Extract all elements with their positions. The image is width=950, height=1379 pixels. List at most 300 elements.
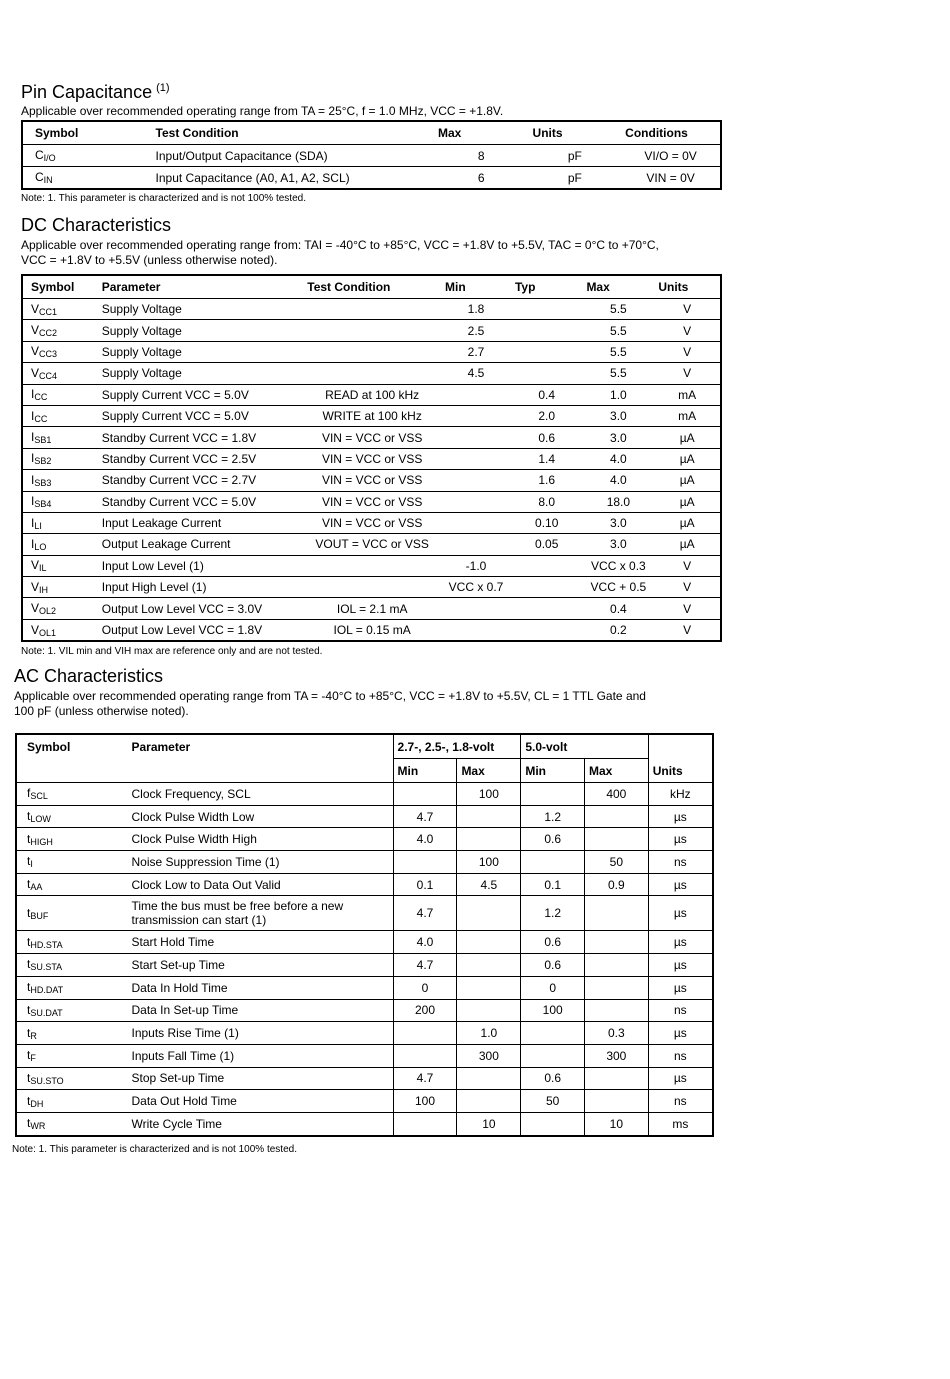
min-low-voltage-cell: 4.7 (393, 954, 457, 977)
header-units: Units (529, 121, 622, 145)
min-cell: 2.5 (441, 320, 511, 341)
max-5v-cell (585, 1067, 649, 1090)
max-low-voltage-cell: 100 (457, 783, 521, 806)
symbol-cell (22, 363, 98, 384)
typ-cell (511, 320, 582, 341)
symbol-subscript: HD.DAT (30, 985, 64, 996)
units-cell: V (654, 598, 721, 619)
units-cell: µs (648, 1067, 713, 1090)
symbol-cell (22, 555, 98, 576)
min-low-voltage-cell: 0 (393, 976, 457, 999)
min-cell (441, 534, 511, 555)
max-low-voltage-cell: 1.0 (457, 1022, 521, 1045)
min-low-voltage-cell: 100 (393, 1090, 457, 1113)
symbol-cell (22, 512, 98, 533)
min-5v-cell: 0.6 (521, 1067, 585, 1090)
symbol-letter: I (31, 472, 35, 487)
max-5v-cell (585, 805, 649, 828)
units-cell: mA (654, 384, 721, 405)
max-5v-cell (585, 931, 649, 954)
typ-cell: 0.4 (511, 384, 582, 405)
table-row (22, 577, 721, 598)
min-5v-cell: 100 (521, 999, 585, 1022)
max-cell: 5.5 (582, 341, 654, 362)
symbol-letter: I (31, 387, 35, 402)
max-low-voltage-cell: 4.5 (457, 873, 521, 896)
min-low-voltage-cell: 4.7 (393, 805, 457, 828)
table-row (16, 1090, 713, 1113)
parameter-line: Clock Low to Data Out Valid (131, 877, 281, 892)
max-cell: 0.2 (582, 619, 654, 641)
max-cell: 3.0 (582, 534, 654, 555)
max-cell: 18.0 (582, 491, 654, 512)
units-cell: µs (648, 976, 713, 999)
min-5v-cell (521, 851, 585, 874)
table-row (16, 931, 713, 954)
symbol-cell (22, 534, 98, 555)
min-5v-cell (521, 1022, 585, 1045)
max-cell: 1.0 (582, 384, 654, 405)
parameter-cell (127, 805, 393, 828)
symbol-letter: V (31, 558, 40, 573)
symbol-subscript: CC (34, 392, 48, 403)
parameter-cell (127, 1112, 393, 1135)
min-low-voltage-cell: 200 (393, 999, 457, 1022)
symbol-cell (16, 805, 127, 828)
min-5v-cell (521, 783, 585, 806)
typ-cell: 8.0 (511, 491, 582, 512)
parameter-line: Data In Hold Time (131, 980, 228, 995)
symbol-subscript: IL (39, 563, 47, 574)
symbol-letter: t (27, 1070, 31, 1085)
table-row (16, 1022, 713, 1045)
parameter-cell (127, 873, 393, 896)
table-row (22, 491, 721, 512)
symbol-letter: V (31, 344, 40, 359)
symbol-subscript: AA (30, 882, 43, 893)
max-5v-cell (585, 828, 649, 851)
min-low-voltage-cell (393, 1044, 457, 1067)
min-cell (441, 619, 511, 641)
units-cell: V (654, 363, 721, 384)
symbol-letter: I (31, 515, 35, 530)
table-row (22, 427, 721, 448)
symbol-letter: f (27, 786, 31, 801)
max-cell: 4.0 (582, 470, 654, 491)
symbol-subscript: HIGH (30, 836, 53, 847)
max-5v-cell: 10 (585, 1112, 649, 1135)
test-condition-cell (303, 577, 441, 598)
symbol-subscript: WR (30, 1121, 46, 1132)
parameter-line: Clock Pulse Width High (131, 832, 257, 847)
table-row (22, 167, 721, 190)
table-row (16, 1112, 713, 1135)
symbol-cell (22, 427, 98, 448)
parameter-line: Time the bus must be free before a new (131, 899, 344, 914)
symbol-letter: I (31, 494, 35, 509)
symbol-letter: V (31, 601, 40, 616)
test-condition-cell: VIN = VCC or VSS (303, 448, 441, 469)
table-header-row (22, 121, 721, 145)
test-condition-cell: VIN = VCC or VSS (303, 491, 441, 512)
max-cell: 5.5 (582, 299, 654, 320)
table-row (16, 1067, 713, 1090)
symbol-cell (16, 1090, 127, 1113)
symbol-cell (22, 145, 152, 167)
symbol-subscript: OL2 (39, 606, 57, 617)
units-cell: µs (648, 828, 713, 851)
parameter-cell (127, 783, 393, 806)
min-cell (441, 427, 511, 448)
table-row (16, 976, 713, 999)
min-5v-cell: 0.6 (521, 931, 585, 954)
parameter-cell: Standby Current VCC = 2.7V (98, 470, 304, 491)
typ-cell (511, 619, 582, 641)
symbol-letter: t (27, 831, 31, 846)
parameter-line: Noise Suppression Time (1) (131, 854, 280, 869)
max-5v-cell: 0.9 (585, 873, 649, 896)
pin-capacitance-description: Applicable over recommended operating range from TA = 25°C, f = 1.0 MHz, VCC = +1.8V. (21, 104, 504, 118)
symbol-letter: t (27, 877, 31, 892)
symbol-cell (16, 783, 127, 806)
units-cell: µs (648, 873, 713, 896)
symbol-letter: V (31, 622, 40, 637)
header-max: Max (434, 121, 529, 145)
symbol-cell (22, 619, 98, 641)
max-low-voltage-cell: 300 (457, 1044, 521, 1067)
test-condition-cell (303, 555, 441, 576)
min-low-voltage-cell: 4.7 (393, 896, 457, 931)
min-5v-cell: 0.6 (521, 828, 585, 851)
table-row (22, 363, 721, 384)
symbol-subscript: SU.STO (30, 1075, 64, 1086)
typ-cell (511, 598, 582, 619)
parameter-line: Data In Set-up Time (131, 1003, 239, 1018)
symbol-letter: C (35, 170, 44, 184)
table-row (22, 384, 721, 405)
parameter-cell: Supply Voltage (98, 363, 304, 384)
parameter-cell: Standby Current VCC = 2.5V (98, 448, 304, 469)
test-condition-cell: VIN = VCC or VSS (303, 470, 441, 491)
table-row (16, 873, 713, 896)
parameter-cell: Supply Current VCC = 5.0V (98, 384, 304, 405)
symbol-cell (16, 828, 127, 851)
max-low-voltage-cell: 100 (457, 851, 521, 874)
table-row (22, 555, 721, 576)
symbol-subscript: SB4 (34, 499, 52, 510)
table-subheader-row (16, 759, 713, 783)
symbol-cell (22, 384, 98, 405)
header-max: Max (457, 759, 521, 783)
symbol-cell (16, 851, 127, 874)
parameter-line: Stop Set-up Time (131, 1071, 225, 1086)
parameter-cell (127, 999, 393, 1022)
typ-cell (511, 341, 582, 362)
table-row (16, 851, 713, 874)
min-cell: VCC x 0.7 (441, 577, 511, 598)
header-group-5v: 5.0-volt (521, 734, 648, 759)
min-cell: -1.0 (441, 555, 511, 576)
symbol-letter: t (27, 980, 31, 995)
symbol-subscript: I (30, 859, 33, 870)
max-cell: 5.5 (582, 320, 654, 341)
min-cell (441, 384, 511, 405)
header-min: Min (393, 759, 457, 783)
units-cell: V (654, 299, 721, 320)
parameter-cell (127, 1067, 393, 1090)
max-cell: VCC x 0.3 (582, 555, 654, 576)
units-cell: V (654, 619, 721, 641)
test-condition-cell (303, 341, 441, 362)
table-row (22, 320, 721, 341)
symbol-cell (16, 954, 127, 977)
units-cell: µs (648, 954, 713, 977)
typ-cell: 1.4 (511, 448, 582, 469)
max-low-voltage-cell (457, 896, 521, 931)
header-symbol: Symbol (22, 121, 152, 145)
symbol-cell (16, 999, 127, 1022)
max-cell: 3.0 (582, 405, 654, 426)
symbol-subscript: SB2 (34, 456, 52, 467)
symbol-cell (16, 1067, 127, 1090)
typ-cell (511, 577, 582, 598)
header-test-condition: Test Condition (303, 275, 441, 299)
symbol-subscript: LI (34, 520, 42, 531)
dc-note: Note: 1. VIL min and VIH max are reference only and are not tested. (21, 646, 323, 657)
max-cell: 3.0 (582, 427, 654, 448)
max-low-voltage-cell (457, 999, 521, 1022)
typ-cell: 0.6 (511, 427, 582, 448)
symbol-cell (22, 341, 98, 362)
test-condition-cell: IOL = 2.1 mA (303, 598, 441, 619)
symbol-letter: t (27, 1025, 31, 1040)
parameter-cell: Supply Voltage (98, 299, 304, 320)
min-cell (441, 448, 511, 469)
units-cell: pF (529, 145, 622, 167)
symbol-cell (22, 448, 98, 469)
units-cell: µA (654, 534, 721, 555)
test-condition-cell: Input Capacitance (A0, A1, A2, SCL) (152, 167, 434, 190)
symbol-cell (22, 167, 152, 190)
table-row (16, 805, 713, 828)
symbol-cell (22, 320, 98, 341)
table-row (22, 512, 721, 533)
symbol-subscript: SB1 (34, 435, 52, 446)
dc-description-line1: Applicable over recommended operating range from: TAI = -40°C to +85°C, VCC = +1.8V to +5.5V, TAC = 0°C to +70°C, (21, 238, 659, 252)
units-cell: µA (654, 470, 721, 491)
max-cell: 5.5 (582, 363, 654, 384)
header-max: Max (585, 759, 649, 783)
typ-cell (511, 363, 582, 384)
symbol-cell (22, 405, 98, 426)
symbol-subscript: IH (39, 584, 49, 595)
units-cell: ns (648, 1044, 713, 1067)
symbol-subscript: IN (43, 175, 53, 185)
table-row (22, 448, 721, 469)
symbol-subscript: OL1 (39, 627, 57, 638)
symbol-subscript: SCL (30, 791, 48, 802)
symbol-letter: t (27, 1002, 31, 1017)
min-low-voltage-cell (393, 783, 457, 806)
table-row (22, 145, 721, 167)
units-cell: ms (648, 1112, 713, 1135)
symbol-subscript: HD.STA (30, 939, 63, 950)
units-cell: ns (648, 1090, 713, 1113)
units-cell: ns (648, 851, 713, 874)
conditions-cell: VI/O = 0V (621, 145, 721, 167)
parameter-cell (127, 976, 393, 999)
min-low-voltage-cell: 4.0 (393, 931, 457, 954)
min-5v-cell: 0.1 (521, 873, 585, 896)
dc-description-line2: VCC = +1.8V to +5.5V (unless otherwise noted). (21, 253, 278, 267)
units-cell: µs (648, 931, 713, 954)
max-low-voltage-cell (457, 954, 521, 977)
symbol-subscript: SB3 (34, 477, 52, 488)
table-row (22, 341, 721, 362)
dc-title: DC Characteristics (21, 215, 172, 235)
symbol-subscript: LO (34, 541, 47, 552)
table-row (22, 534, 721, 555)
min-5v-cell (521, 1112, 585, 1135)
symbol-letter: C (35, 148, 44, 162)
max-5v-cell (585, 954, 649, 977)
header-group-low-voltage: 2.7-, 2.5-, 1.8-volt (393, 734, 521, 759)
parameter-cell: Standby Current VCC = 5.0V (98, 491, 304, 512)
symbol-cell (22, 577, 98, 598)
test-condition-cell (303, 299, 441, 320)
table-row (22, 470, 721, 491)
units-cell: mA (654, 405, 721, 426)
header-symbol: Symbol (22, 275, 98, 299)
symbol-cell (16, 896, 127, 931)
pin-capacitance-table (21, 120, 722, 190)
symbol-cell (16, 1022, 127, 1045)
units-cell: µA (654, 491, 721, 512)
header-blank (127, 759, 393, 783)
max-cell: 6 (434, 167, 529, 190)
min-5v-cell (521, 1044, 585, 1067)
table-row (16, 999, 713, 1022)
parameter-cell (127, 1044, 393, 1067)
symbol-letter: V (31, 365, 40, 380)
header-parameter: Parameter (131, 739, 191, 754)
parameter-cell (127, 1090, 393, 1113)
symbol-letter: t (27, 809, 31, 824)
test-condition-cell: VOUT = VCC or VSS (303, 534, 441, 555)
symbol-letter: t (27, 957, 31, 972)
symbol-subscript: CC (34, 413, 48, 424)
max-low-voltage-cell (457, 1067, 521, 1090)
parameter-line: Write Cycle Time (131, 1116, 222, 1131)
parameter-cell (127, 896, 393, 931)
max-5v-cell: 300 (585, 1044, 649, 1067)
parameter-cell: Input High Level (1) (98, 577, 304, 598)
parameter-cell: Output Leakage Current (98, 534, 304, 555)
units-cell: ns (648, 999, 713, 1022)
parameter-cell: Supply Current VCC = 5.0V (98, 405, 304, 426)
symbol-letter: I (31, 430, 35, 445)
max-low-voltage-cell (457, 805, 521, 828)
min-cell (441, 491, 511, 512)
symbol-cell (16, 931, 127, 954)
max-5v-cell: 400 (585, 783, 649, 806)
symbol-letter: V (31, 301, 40, 316)
min-low-voltage-cell: 4.7 (393, 1067, 457, 1090)
typ-cell (511, 555, 582, 576)
symbol-subscript: R (30, 1030, 37, 1041)
max-5v-cell (585, 999, 649, 1022)
min-cell (441, 512, 511, 533)
header-parameter: Parameter (98, 275, 304, 299)
typ-cell (511, 299, 582, 320)
header-conditions: Conditions (621, 121, 721, 145)
typ-cell: 0.05 (511, 534, 582, 555)
parameter-cell (127, 828, 393, 851)
min-cell: 4.5 (441, 363, 511, 384)
symbol-subscript: DH (30, 1098, 44, 1109)
header-test-condition: Test Condition (152, 121, 434, 145)
min-low-voltage-cell: 4.0 (393, 828, 457, 851)
ac-table (15, 733, 714, 1137)
min-5v-cell: 1.2 (521, 805, 585, 828)
symbol-cell (16, 1044, 127, 1067)
min-cell (441, 470, 511, 491)
parameter-cell: Input Low Level (1) (98, 555, 304, 576)
symbol-subscript: SU.DAT (30, 1007, 63, 1018)
min-cell (441, 598, 511, 619)
typ-cell: 2.0 (511, 405, 582, 426)
test-condition-cell: VIN = VCC or VSS (303, 427, 441, 448)
units-cell: µs (648, 896, 713, 931)
parameter-cell: Input Leakage Current (98, 512, 304, 533)
symbol-letter: I (31, 536, 35, 551)
symbol-subscript: I/O (43, 153, 56, 163)
test-condition-cell (303, 363, 441, 384)
min-low-voltage-cell: 0.1 (393, 873, 457, 896)
parameter-line: Clock Pulse Width Low (131, 809, 255, 824)
units-cell: µA (654, 512, 721, 533)
symbol-letter: V (31, 323, 40, 338)
max-cell: 0.4 (582, 598, 654, 619)
pin-capacitance-section (21, 78, 741, 119)
min-5v-cell: 1.2 (521, 896, 585, 931)
pin-capacitance-title: Pin Capacitance $^{(1)}$ (21, 82, 170, 102)
table-row (16, 783, 713, 806)
header-max: Max (582, 275, 654, 299)
symbol-subscript: SU.STA (30, 962, 63, 973)
parameter-line: Clock Frequency, SCL (131, 786, 251, 801)
max-low-voltage-cell (457, 1090, 521, 1113)
units-cell: pF (529, 167, 622, 190)
header-typ: Typ (511, 275, 582, 299)
units-cell: V (654, 555, 721, 576)
ac-section (14, 666, 734, 719)
parameter-cell: Standby Current VCC = 1.8V (98, 427, 304, 448)
table-row (22, 619, 721, 641)
units-cell: µs (648, 1022, 713, 1045)
symbol-letter: t (27, 1093, 31, 1108)
max-5v-cell (585, 896, 649, 931)
symbol-cell (22, 299, 98, 320)
parameter-line: Start Set-up Time (131, 957, 225, 972)
max-low-voltage-cell: 10 (457, 1112, 521, 1135)
table-row (22, 405, 721, 426)
max-5v-cell: 0.3 (585, 1022, 649, 1045)
max-cell: 8 (434, 145, 529, 167)
parameter-line: transmission can start (1) (131, 913, 267, 928)
max-5v-cell (585, 976, 649, 999)
max-cell: 3.0 (582, 512, 654, 533)
